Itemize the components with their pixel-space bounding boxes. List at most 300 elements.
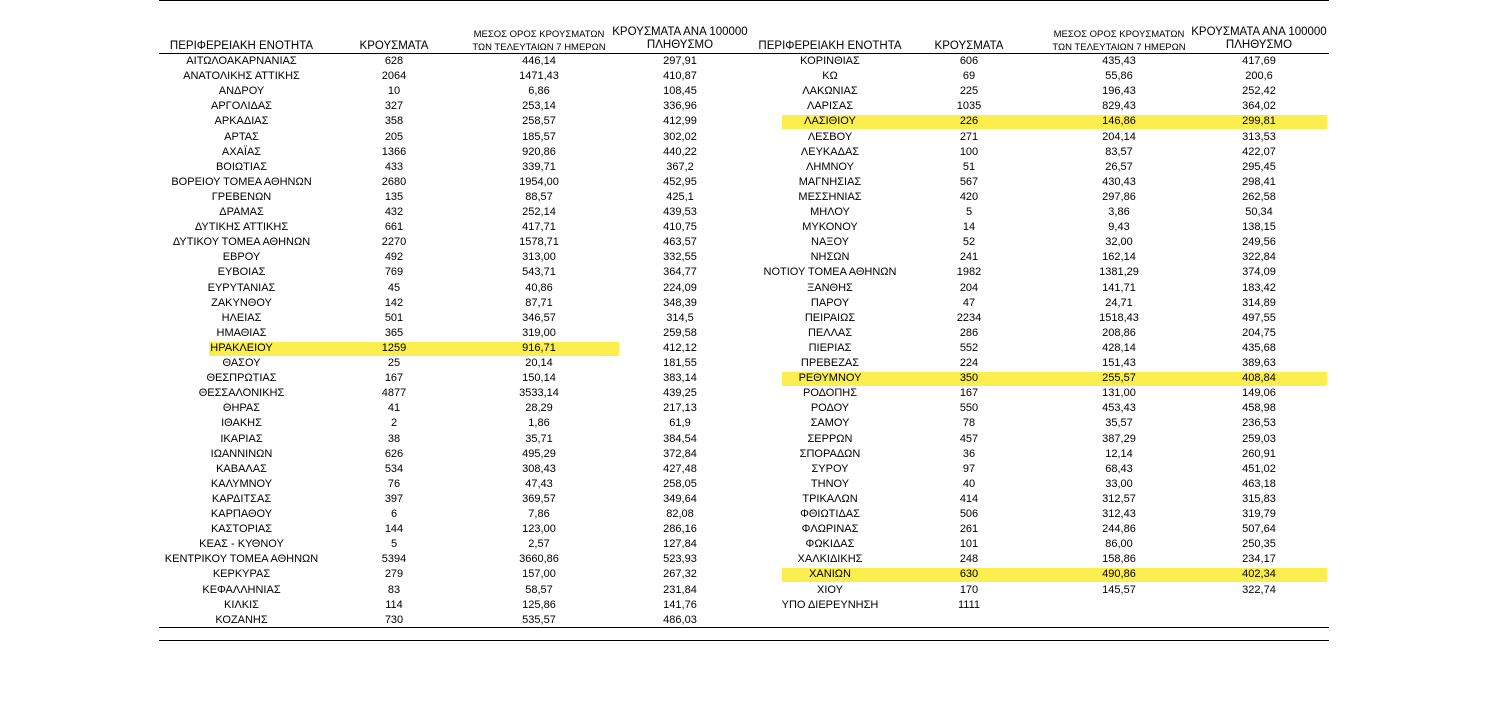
cell-avg7: 1518,43 xyxy=(1099,311,1139,324)
cell-region: ΚΕΦΑΛΛΗΝΙΑΣ xyxy=(202,583,281,596)
cell-avg7 xyxy=(1039,598,1199,613)
header-region-left: ΠΕΡΙΦΕΡΕΙΑΚΗ ΕΝΟΤΗΤΑ xyxy=(169,40,314,52)
cell-avg7: 417,71 xyxy=(522,221,556,234)
cell-avg7: 1,86 xyxy=(528,417,550,430)
cell-cases: 506 xyxy=(959,508,979,520)
cell-cases: 2680 xyxy=(381,175,407,188)
cell-region: ΣΕΡΡΩΝ xyxy=(807,432,853,445)
cell-per100k: 315,83 xyxy=(1242,492,1276,505)
cell-region: ΚΑΡΠΑΘΟΥ xyxy=(210,508,273,520)
cell-avg7: 32,00 xyxy=(1105,236,1133,249)
table-row xyxy=(159,175,1329,190)
cell-region: ΑΡΚΑΔΙΑΣ xyxy=(214,115,269,128)
cell-avg7: 495,29 xyxy=(522,447,556,460)
cell-cases: 167 xyxy=(959,387,979,400)
cell-per100k: 127,84 xyxy=(663,538,697,551)
cell-per100k: 425,1 xyxy=(666,190,694,203)
cell-region: ΝΑΞΟΥ xyxy=(811,236,849,249)
cell-cases: 248 xyxy=(959,553,979,566)
cell-avg7: 6,86 xyxy=(528,85,550,98)
table-row xyxy=(159,54,1329,69)
cell-cases: 1982 xyxy=(956,266,982,279)
cell-per100k: 267,32 xyxy=(663,568,697,581)
cell-region: ΘΕΣΠΡΩΤΙΑΣ xyxy=(206,372,277,385)
cell-avg7: 3,86 xyxy=(1108,206,1130,218)
cell-avg7: 35,57 xyxy=(1105,417,1133,430)
cell-region: ΛΑΚΩΝΙΑΣ xyxy=(802,85,858,98)
cell-per100k: 314,5 xyxy=(666,311,694,324)
table-row xyxy=(159,160,1329,175)
cell-per100k: 349,64 xyxy=(663,492,697,505)
cell-region: ΑΝΔΡΟΥ xyxy=(218,85,265,98)
cell-region: ΙΘΑΚΗΣ xyxy=(221,417,262,430)
cell-per100k: 286,16 xyxy=(663,523,697,536)
cell-cases: 78 xyxy=(962,417,976,430)
cell-region: ΣΥΡΟΥ xyxy=(811,462,849,475)
cell-region: ΑΝΑΤΟΛΙΚΗΣ ΑΤΤΙΚΗΣ xyxy=(183,70,300,83)
cell-avg7: 453,43 xyxy=(1102,402,1136,415)
cell-avg7: 535,57 xyxy=(522,613,556,626)
cell-cases: 2064 xyxy=(381,70,407,83)
cell-cases: 76 xyxy=(387,477,401,490)
cell-region: ΑΡΓΟΛΙΔΑΣ xyxy=(211,100,272,113)
cell-cases: 144 xyxy=(384,523,404,536)
cell-cases: 170 xyxy=(959,583,979,596)
cell-region: ΛΑΣΙΘΙΟΥ xyxy=(804,115,856,128)
cell-avg7: 123,00 xyxy=(522,523,556,536)
cell-cases: 6 xyxy=(390,508,398,520)
table-row xyxy=(159,567,1329,582)
cell-per100k: 374,09 xyxy=(1242,266,1276,279)
cell-per100k: 507,64 xyxy=(1242,523,1276,536)
cell-region: ΡΕΘΥΜΝΟΥ xyxy=(798,372,862,385)
cell-cases: 414 xyxy=(959,492,979,505)
table-row xyxy=(159,265,1329,280)
cell-avg7: 150,14 xyxy=(522,372,556,385)
cell-cases: 286 xyxy=(959,326,979,339)
cell-avg7: 920,86 xyxy=(522,145,556,158)
cell-avg7: 446,14 xyxy=(522,55,556,67)
cell-avg7: 490,86 xyxy=(1102,568,1136,581)
cell-region: ΚΙΛΚΙΣ xyxy=(224,598,259,611)
cell-avg7: 252,14 xyxy=(522,206,556,218)
cell-region: ΒΟΡΕΙΟΥ ΤΟΜΕΑ ΑΘΗΝΩΝ xyxy=(171,175,312,188)
cell-avg7: 24,71 xyxy=(1105,296,1133,309)
cell-avg7: 7,86 xyxy=(528,508,550,520)
cell-region: ΔΥΤΙΚΟΥ ΤΟΜΕΑ ΑΘΗΝΩΝ xyxy=(172,236,311,249)
cell-region: ΚΕΑΣ - ΚΥΘΝΟΥ xyxy=(199,538,284,551)
table-row xyxy=(159,190,1329,205)
cell-cases: 1035 xyxy=(956,100,982,113)
cell-cases: 40 xyxy=(962,477,976,490)
table-row xyxy=(159,371,1329,386)
cell-cases: 626 xyxy=(384,447,404,460)
cell-per100k: 313,53 xyxy=(1242,130,1276,143)
cell-avg7: 2,57 xyxy=(528,538,550,551)
cell-avg7: 204,14 xyxy=(1102,130,1136,143)
header-avg7-right: ΜΕΣΟΣ ΟΡΟΣ ΚΡΟΥΣΜΑΤΩΝ ΤΩΝ ΤΕΛΕΥΤΑΙΩΝ 7 ΗΜΕΡΩΝ xyxy=(1052,29,1186,53)
cell-cases: 492 xyxy=(384,251,404,264)
cell-per100k: 138,15 xyxy=(1242,221,1276,234)
cell-avg7: 196,43 xyxy=(1102,85,1136,98)
table-row xyxy=(159,537,1329,552)
cell-region: ΑΙΤΩΛΟΑΚΑΡΝΑΝΙΑΣ xyxy=(186,55,297,67)
cell-avg7: 131,00 xyxy=(1102,387,1136,400)
cell-region: ΚΟΡΙΝΘΙΑΣ xyxy=(800,55,860,67)
cell-avg7: 829,43 xyxy=(1102,100,1136,113)
cell-cases: 630 xyxy=(959,568,979,581)
table-row xyxy=(159,583,1329,598)
table-row xyxy=(159,250,1329,265)
cell-avg7: 297,86 xyxy=(1102,190,1136,203)
cell-cases: 225 xyxy=(959,85,979,98)
cell-per100k: 402,34 xyxy=(1242,568,1276,581)
cell-avg7: 9,43 xyxy=(1108,221,1130,234)
cell-cases: 628 xyxy=(384,55,404,67)
cell-per100k: 332,55 xyxy=(663,251,697,264)
cell-cases: 135 xyxy=(384,190,404,203)
cell-region: ΙΚΑΡΙΑΣ xyxy=(220,432,263,445)
cell-per100k: 367,2 xyxy=(666,160,694,173)
cell-region: ΛΕΥΚΑΔΑΣ xyxy=(800,145,860,158)
cell-cases: 38 xyxy=(387,432,401,445)
table-row xyxy=(159,114,1329,129)
cell-region: ΚΕΝΤΡΙΚΟΥ ΤΟΜΕΑ ΑΘΗΝΩΝ xyxy=(164,553,319,566)
cell-per100k: 249,56 xyxy=(1242,236,1276,249)
cell-per100k: 302,02 xyxy=(663,130,697,143)
cell-region: ΝΗΣΩΝ xyxy=(810,251,850,264)
bottom-rule xyxy=(159,627,1329,628)
cell-per100k: 439,53 xyxy=(663,206,697,218)
cell-avg7: 319,00 xyxy=(522,326,556,339)
cell-cases: 101 xyxy=(959,538,979,551)
cell-per100k: 523,93 xyxy=(663,553,697,566)
cell-avg7: 244,86 xyxy=(1102,523,1136,536)
cell-per100k: 451,02 xyxy=(1242,462,1276,475)
cell-avg7: 58,57 xyxy=(525,583,553,596)
cell-region: ΚΑΛΥΜΝΟΥ xyxy=(210,477,273,490)
cell-per100k: 463,18 xyxy=(1242,477,1276,490)
cell-avg7: 208,86 xyxy=(1102,326,1136,339)
cell-per100k: 410,87 xyxy=(663,70,697,83)
cell-cases: 5 xyxy=(965,206,973,218)
table-row xyxy=(159,552,1329,567)
cell-avg7: 313,00 xyxy=(522,251,556,264)
cell-cases: 51 xyxy=(962,160,976,173)
cell-per100k: 224,09 xyxy=(663,281,697,294)
cell-per100k: 250,35 xyxy=(1242,538,1276,551)
cell-avg7: 387,29 xyxy=(1102,432,1136,445)
cell-per100k: 234,17 xyxy=(1242,553,1276,566)
cell-per100k: 348,39 xyxy=(663,296,697,309)
cell-avg7: 33,00 xyxy=(1105,477,1133,490)
cell-per100k: 336,96 xyxy=(663,100,697,113)
cell-per100k: 364,77 xyxy=(663,266,697,279)
header-cases-right: ΚΡΟΥΣΜΑΤΑ xyxy=(934,40,1004,52)
cell-cases: 69 xyxy=(962,70,976,83)
cell-per100k: 422,07 xyxy=(1242,145,1276,158)
cell-region: ΦΛΩΡΙΝΑΣ xyxy=(801,523,859,536)
cell-per100k: 440,22 xyxy=(663,145,697,158)
cell-per100k: 295,45 xyxy=(1242,160,1276,173)
cell-region: ΣΠΟΡΑΔΩΝ xyxy=(799,447,861,460)
cell-avg7: 158,86 xyxy=(1102,553,1136,566)
cell-per100k: 435,68 xyxy=(1242,341,1276,354)
cell-avg7: 255,57 xyxy=(1102,372,1136,385)
cell-avg7: 68,43 xyxy=(1105,462,1133,475)
cell-per100k: 452,95 xyxy=(663,175,697,188)
cell-region: ΠΕΙΡΑΙΩΣ xyxy=(804,311,856,324)
table-row xyxy=(159,145,1329,160)
cases-table xyxy=(159,0,1329,717)
cell-cases: 365 xyxy=(384,326,404,339)
cell-cases: 432 xyxy=(384,206,404,218)
cell-cases: 433 xyxy=(384,160,404,173)
cell-per100k: 486,03 xyxy=(663,613,697,626)
cell-region: ΜΥΚΟΝΟΥ xyxy=(802,221,858,234)
cell-region: ΦΘΙΩΤΙΔΑΣ xyxy=(800,508,860,520)
cell-avg7: 26,57 xyxy=(1105,160,1133,173)
cell-per100k: 200,6 xyxy=(1245,70,1273,83)
cell-avg7: 3533,14 xyxy=(519,387,559,400)
table-row xyxy=(159,613,1329,628)
cell-cases: 10 xyxy=(387,85,401,98)
cell-avg7: 146,86 xyxy=(1102,115,1136,128)
table-row xyxy=(159,447,1329,462)
cell-cases: 350 xyxy=(959,372,979,385)
table-row xyxy=(159,401,1329,416)
cell-cases: 606 xyxy=(959,55,979,67)
cell-per100k: 383,14 xyxy=(663,372,697,385)
cell-avg7: 428,14 xyxy=(1102,341,1136,354)
header-cases-left: ΚΡΟΥΣΜΑΤΑ xyxy=(359,40,429,52)
cell-region: ΚΕΡΚΥΡΑΣ xyxy=(212,568,271,581)
cell-cases: 83 xyxy=(387,583,401,596)
table-row xyxy=(159,220,1329,235)
cell-per100k: 149,06 xyxy=(1242,387,1276,400)
table-row xyxy=(159,84,1329,99)
table-row xyxy=(159,492,1329,507)
cell-cases: 1366 xyxy=(381,145,407,158)
cell-per100k: 259,58 xyxy=(663,326,697,339)
cell-avg7: 40,86 xyxy=(525,281,553,294)
cell-per100k: 463,57 xyxy=(663,236,697,249)
cell-avg7: 28,29 xyxy=(525,402,553,415)
header-region-right: ΠΕΡΙΦΕΡΕΙΑΚΗ ΕΝΟΤΗΤΑ xyxy=(758,40,902,52)
cell-per100k xyxy=(1179,598,1339,613)
cell-avg7: 346,57 xyxy=(522,311,556,324)
cell-region: ΘΕΣΣΑΛΟΝΙΚΗΣ xyxy=(198,387,285,400)
table-row xyxy=(159,522,1329,537)
cell-region: ΞΑΝΘΗΣ xyxy=(807,281,853,294)
cell-region: ΓΡΕΒΕΝΩΝ xyxy=(211,190,272,203)
cell-per100k: 231,84 xyxy=(663,583,697,596)
cell-per100k: 412,12 xyxy=(663,341,697,354)
cell-cases: 41 xyxy=(387,402,401,415)
cell-cases: 567 xyxy=(959,175,979,188)
table-row xyxy=(159,235,1329,250)
table-row xyxy=(159,281,1329,296)
table-row xyxy=(159,69,1329,84)
cell-cases: 327 xyxy=(384,100,404,113)
cell-per100k: 497,55 xyxy=(1242,311,1276,324)
cell-per100k: 82,08 xyxy=(666,508,694,520)
cell-region: ΤΡΙΚΑΛΩΝ xyxy=(802,492,858,505)
cell-per100k: 217,13 xyxy=(663,402,697,415)
cell-cases: 730 xyxy=(384,613,404,626)
cell-region: ΧΑΝΙΩΝ xyxy=(809,568,851,581)
cell-region: ΠΕΛΛΑΣ xyxy=(807,326,853,339)
cell-region: ΗΜΑΘΙΑΣ xyxy=(216,326,267,339)
cell-region: ΥΠΟ ΔΙΕΡΕΥΝΗΣΗ xyxy=(781,598,879,611)
cell-region: ΚΑΡΔΙΤΣΑΣ xyxy=(211,492,272,505)
cell-avg7: 543,71 xyxy=(522,266,556,279)
cell-cases: 25 xyxy=(387,357,401,369)
cell-avg7: 145,57 xyxy=(1102,583,1136,596)
cell-cases: 397 xyxy=(384,492,404,505)
cell-region: ΗΛΕΙΑΣ xyxy=(221,311,262,324)
cell-cases: 100 xyxy=(959,145,979,158)
cell-avg7: 185,57 xyxy=(522,130,556,143)
table-row xyxy=(159,386,1329,401)
cell-cases: 661 xyxy=(384,221,404,234)
cell-cases: 1111 xyxy=(957,598,981,611)
cell-avg7: 151,43 xyxy=(1102,357,1136,369)
cell-region: ΚΟΖΑΝΗΣ xyxy=(215,613,268,626)
cell-cases: 205 xyxy=(384,130,404,143)
cell-region: ΗΡΑΚΛΕΙΟΥ xyxy=(210,341,273,354)
cell-avg7: 3660,86 xyxy=(519,553,559,566)
cell-cases: 2234 xyxy=(956,311,982,324)
cell-region: ΡΟΔΟΥ xyxy=(810,402,850,415)
cell-region: ΑΡΤΑΣ xyxy=(224,130,259,143)
cell-avg7: 916,71 xyxy=(522,341,556,354)
cell-per100k: 259,03 xyxy=(1242,432,1276,445)
cell-avg7: 1471,43 xyxy=(519,70,559,83)
cell-cases: 5394 xyxy=(381,553,407,566)
cell-region: ΧΑΛΚΙΔΙΚΗΣ xyxy=(797,553,863,566)
cell-region: ΕΥΡΥΤΑΝΙΑΣ xyxy=(207,281,276,294)
cell-cases: 769 xyxy=(384,266,404,279)
table-row xyxy=(159,311,1329,326)
cell-per100k: 298,41 xyxy=(1242,175,1276,188)
cell-per100k: 372,84 xyxy=(663,447,697,460)
cell-region: ΜΕΣΣΗΝΙΑΣ xyxy=(798,190,862,203)
cell-cases: 36 xyxy=(962,447,976,460)
table-row xyxy=(159,432,1329,447)
table-row xyxy=(159,341,1329,356)
cell-per100k: 314,89 xyxy=(1242,296,1276,309)
cell-avg7: 87,71 xyxy=(525,296,553,309)
cell-per100k: 384,54 xyxy=(663,432,697,445)
cell-avg7: 88,57 xyxy=(525,190,553,203)
cell-cases: 204 xyxy=(959,281,979,294)
cell-per100k: 262,58 xyxy=(1242,190,1276,203)
cell-avg7: 47,43 xyxy=(525,477,553,490)
cell-per100k: 322,74 xyxy=(1242,583,1276,596)
cell-region: ΛΗΜΝΟΥ xyxy=(806,160,854,173)
cell-cases: 142 xyxy=(384,296,404,309)
cell-region: ΛΑΡΙΣΑΣ xyxy=(806,100,853,113)
header-avg7-left: ΜΕΣΟΣ ΟΡΟΣ ΚΡΟΥΣΜΑΤΩΝ ΤΩΝ ΤΕΛΕΥΤΑΙΩΝ 7 ΗΜΕΡΩΝ xyxy=(472,29,606,53)
cell-cases: 47 xyxy=(962,296,976,309)
cell-cases: 420 xyxy=(959,190,979,203)
cell-region: ΘΑΣΟΥ xyxy=(222,357,261,369)
table-row xyxy=(159,416,1329,431)
cell-per100k: 252,42 xyxy=(1242,85,1276,98)
cell-avg7: 339,71 xyxy=(522,160,556,173)
cell-avg7: 83,57 xyxy=(1105,145,1133,158)
cell-cases: 114 xyxy=(385,598,403,611)
cell-avg7: 35,71 xyxy=(525,432,553,445)
cell-per100k: 410,75 xyxy=(663,221,697,234)
cell-region: ΖΑΚΥΝΘΟΥ xyxy=(211,296,272,309)
header-per100k-right: ΚΡΟΥΣΜΑΤΑ ΑΝΑ 100000 ΠΛΗΘΥΣΜΟ xyxy=(1191,26,1327,51)
cell-region: ΔΥΤΙΚΗΣ ΑΤΤΙΚΗΣ xyxy=(194,221,289,234)
cell-region: ΙΩΑΝΝΙΝΩΝ xyxy=(210,447,273,460)
cell-per100k: 322,84 xyxy=(1242,251,1276,264)
cell-cases: 226 xyxy=(959,115,979,128)
table-row xyxy=(159,99,1329,114)
cell-avg7: 430,43 xyxy=(1102,175,1136,188)
cell-per100k: 408,84 xyxy=(1242,372,1276,385)
cell-per100k: 297,91 xyxy=(663,55,697,67)
cell-avg7: 86,00 xyxy=(1105,538,1133,551)
cell-cases: 5 xyxy=(390,538,398,551)
cell-region: ΡΟΔΟΠΗΣ xyxy=(802,387,858,400)
table-row xyxy=(159,296,1329,311)
cell-avg7: 1954,00 xyxy=(519,175,559,188)
cell-avg7: 369,57 xyxy=(522,492,556,505)
cell-region: ΚΑΒΑΛΑΣ xyxy=(216,462,267,475)
cell-per100k: 412,99 xyxy=(663,115,697,128)
cell-region: ΦΩΚΙΔΑΣ xyxy=(805,538,855,551)
cell-per100k: 183,42 xyxy=(1242,281,1276,294)
cell-avg7: 253,14 xyxy=(522,100,556,113)
cell-avg7: 258,57 xyxy=(522,115,556,128)
cell-cases: 358 xyxy=(384,115,404,128)
cell-cases: 279 xyxy=(384,568,404,581)
table-row xyxy=(159,130,1329,145)
cell-region: ΝΟΤΙΟΥ ΤΟΜΕΑ ΑΘΗΝΩΝ xyxy=(763,266,897,279)
cell-region: ΜΗΛΟΥ xyxy=(810,206,850,218)
cell-cases: 552 xyxy=(959,341,979,354)
cell-per100k: 260,91 xyxy=(1242,447,1276,460)
cell-region: ΔΡΑΜΑΣ xyxy=(219,206,264,218)
cell-cases: 1259 xyxy=(381,341,407,354)
cell-per100k: 427,48 xyxy=(663,462,697,475)
cell-per100k: 141,76 xyxy=(663,598,697,611)
cell-avg7: 12,14 xyxy=(1105,447,1133,460)
cell-region: ΚΩ xyxy=(822,70,838,83)
cell-cases: 45 xyxy=(387,281,401,294)
cell-cases: 97 xyxy=(962,462,976,475)
cell-cases: 14 xyxy=(962,221,976,234)
cell-avg7: 1578,71 xyxy=(519,236,559,249)
cell-cases: 241 xyxy=(959,251,979,264)
cell-cases: 2 xyxy=(390,417,398,430)
cell-avg7: 141,71 xyxy=(1102,281,1136,294)
cell-per100k: 364,02 xyxy=(1242,100,1276,113)
cell-per100k: 204,75 xyxy=(1242,326,1276,339)
cell-cases: 457 xyxy=(959,432,979,445)
cell-cases: 52 xyxy=(962,236,976,249)
top-rule xyxy=(159,0,1329,1)
cell-avg7: 20,14 xyxy=(525,357,553,369)
cell-cases: 550 xyxy=(959,402,979,415)
cell-cases: 271 xyxy=(959,130,979,143)
cell-cases: 2270 xyxy=(381,236,407,249)
